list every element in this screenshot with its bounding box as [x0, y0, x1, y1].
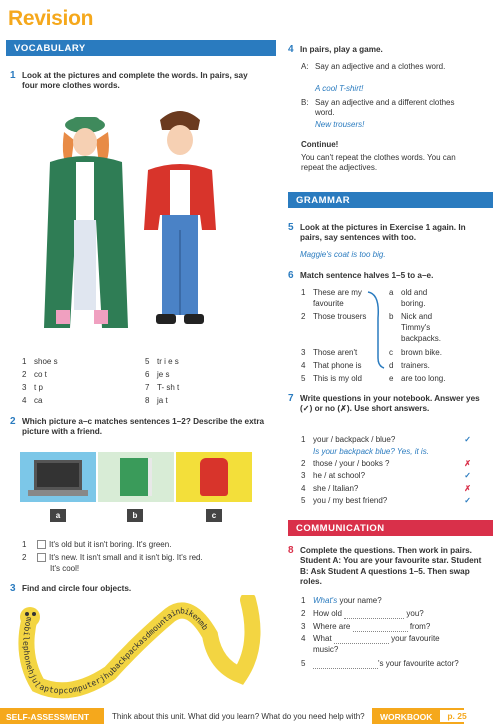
- exercise-3: [10, 583, 270, 596]
- exercise-8-instruction: Complete the questions. Then work in pairs. Student A: You are your favourite star. Student B: Ask Student A questions 1–5. Then swap roles.: [300, 546, 482, 586]
- picture-label-a: a: [50, 509, 66, 522]
- exercise-number: 2: [10, 416, 16, 427]
- exercise-7-instruction: Write questions in your notebook. Answer yes (✓) or no (✗). Use short answers.: [300, 394, 480, 414]
- picture-label-b: b: [127, 509, 143, 522]
- snake-letters: mobilephonehjulaptopcomputerjhubackpackasdmountainbikenmb: [21, 606, 210, 696]
- exercise-6: [288, 270, 493, 283]
- girl-figure: [44, 117, 128, 328]
- word-item: 8 ja t: [145, 396, 168, 405]
- word-item: 4 ca: [22, 396, 43, 405]
- workbook-label: WORKBOOK: [372, 708, 464, 724]
- footer: [0, 708, 500, 724]
- game-b: B: Say an adjective and a different clothes word. New trousers!: [301, 98, 455, 129]
- game-note: You can't repeat the clothes words. You can repeat the adjectives.: [301, 153, 456, 172]
- exercise-number: 1: [10, 70, 16, 81]
- continue-label: Continue!: [301, 140, 339, 149]
- word-item: 3 t p: [22, 383, 43, 392]
- workbook-page[interactable]: p. 25: [440, 710, 474, 722]
- answer-blank[interactable]: [353, 624, 408, 632]
- word-item: 6 je s: [145, 370, 170, 379]
- picture-c-backpack: [176, 452, 252, 502]
- sentence-2-cont: It's cool!: [50, 564, 80, 573]
- grammar-header: GRAMMAR: [288, 192, 493, 208]
- exercise-number: 4: [288, 44, 294, 55]
- exercise-7: [288, 393, 493, 414]
- exercise-3-instruction: Find and circle four objects.: [22, 584, 132, 593]
- self-assessment-text: Think about this unit. What did you learn? What do you need help with?: [112, 712, 365, 721]
- game-a: A: Say an adjective and a clothes word. A cool T-shirt!: [301, 62, 446, 93]
- exercise-number: 7: [288, 393, 294, 404]
- exercise-2: [10, 416, 270, 437]
- answer-box[interactable]: [37, 540, 46, 549]
- word-item: 2 co t: [22, 370, 47, 379]
- boy-figure: [144, 111, 216, 324]
- matching-line: [366, 288, 386, 370]
- exercise-5-example: Maggie's coat is too big.: [300, 250, 386, 259]
- answer-blank[interactable]: [344, 611, 404, 619]
- answer-blank[interactable]: [313, 661, 378, 669]
- picture-a-laptop: [20, 452, 96, 502]
- communication-header: COMMUNICATION: [288, 520, 493, 536]
- exercise-1-instruction: Look at the pictures and complete the words. In pairs, say four more clothes words.: [22, 71, 248, 91]
- exercise-6-instruction: Match sentence halves 1–5 to a–e.: [300, 271, 434, 280]
- exercise-5: [288, 222, 493, 259]
- exercise-5-instruction: Look at the pictures in Exercise 1 again. In pairs, say sentences with too.: [300, 223, 466, 243]
- exercise-4: [288, 44, 493, 57]
- word-item: 1 shoe s: [22, 357, 58, 366]
- self-assessment-label: SELF-ASSESSMENT: [0, 708, 104, 724]
- page-title: Revision: [8, 7, 94, 30]
- exercise-2-instruction: Which picture a–c matches sentences 1–2? Describe the extra picture with a friend.: [22, 417, 265, 437]
- word-snake: [10, 595, 275, 705]
- sentence-1: 1 It's old but it isn't boring. It's green.: [22, 540, 172, 549]
- clothes-illustration: [30, 100, 230, 345]
- exercise-number: 6: [288, 270, 294, 281]
- exercise-number: 3: [10, 583, 16, 594]
- picture-b-book: [98, 452, 174, 502]
- vocabulary-header: VOCABULARY: [6, 40, 276, 56]
- word-item: 7 T- sh t: [145, 383, 180, 392]
- picture-label-c: c: [206, 509, 222, 522]
- exercise-8: [288, 545, 493, 586]
- word-item: 5 tr i e s: [145, 357, 179, 366]
- answer-blank[interactable]: [334, 636, 389, 644]
- answer-box[interactable]: [37, 553, 46, 562]
- exercise-4-instruction: In pairs, play a game.: [300, 45, 383, 54]
- exercise-number: 8: [288, 545, 294, 556]
- exercise-number: 5: [288, 222, 294, 233]
- exercise-1: [10, 70, 270, 91]
- sentence-2: 2 It's new. It isn't small and it isn't big. It's red.: [22, 553, 203, 562]
